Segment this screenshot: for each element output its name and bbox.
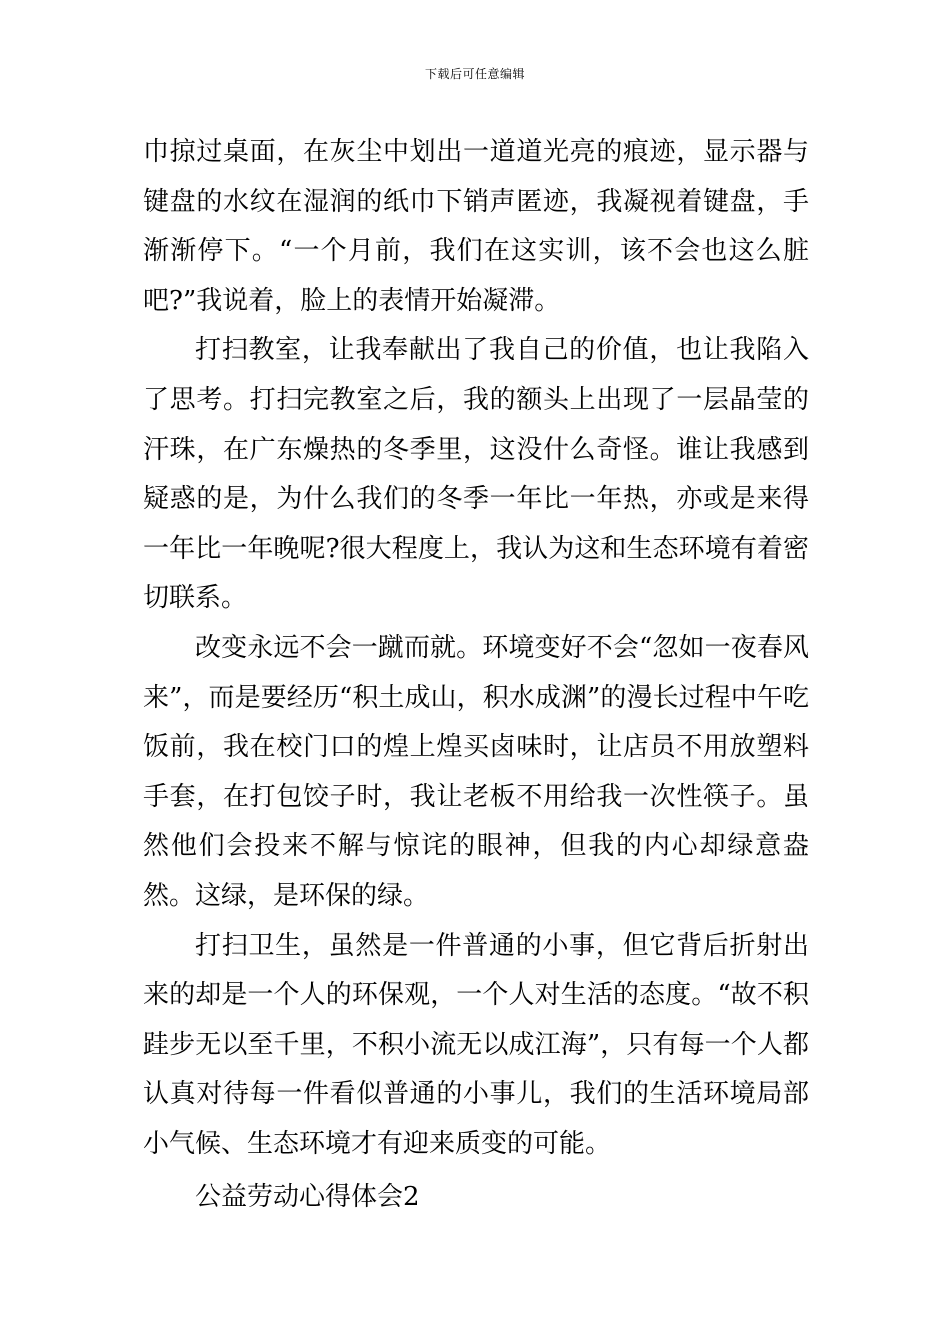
section-title: 公益劳动心得体会2 [195,1182,420,1213]
paragraph: 打扫教室，让我奉献出了我自己的价值，也让我陷入了思考。打扫完教室之后，我的额头上出现了一层晶莹的汗珠，在广东燥热的冬季里，这没什么奇怪。谁让我感到疑惑的是，为什么我们的冬季一年比一年热，亦或是来得一年比一年晚呢?很大程度上，我认为这和生态环境有着密切联系。 [143,335,809,614]
page-header: 下载后可任意编辑 [424,67,525,81]
document-body [143,128,809,1223]
paragraph: 打扫卫生，虽然是一件普通的小事，但它背后折射出来的却是一个人的环保观，一个人对生活的态度。“故不积跬步无以至千里，不积小流无以成江海”，只有每一个人都认真对待每一件看似普通的小事儿，我们的生活环境局部小气候、生态环境才有迎来质变的可能。 [143,930,809,1159]
paragraph-continued: 巾掠过桌面，在灰尘中划出一道道光亮的痕迹，显示器与键盘的水纹在湿润的纸巾下销声匿迹，我凝视着键盘，手渐渐停下。“一个月前，我们在这实训，该不会也这么脏吧?”我说着，脸上的表情开始凝滞。 [143,137,809,316]
paragraph: 改变永远不会一蹴而就。环境变好不会“忽如一夜春风来”，而是要经历“积土成山，积水成渊”的漫长过程中午吃饭前，我在校门口的煌上煌买卤味时，让店员不用放塑料手套，在打包饺子时，我让老板不用给我一次性筷子。虽然他们会投来不解与惊诧的眼神，但我的内心却绿意盎然。这绿，是环保的绿。 [143,632,809,911]
